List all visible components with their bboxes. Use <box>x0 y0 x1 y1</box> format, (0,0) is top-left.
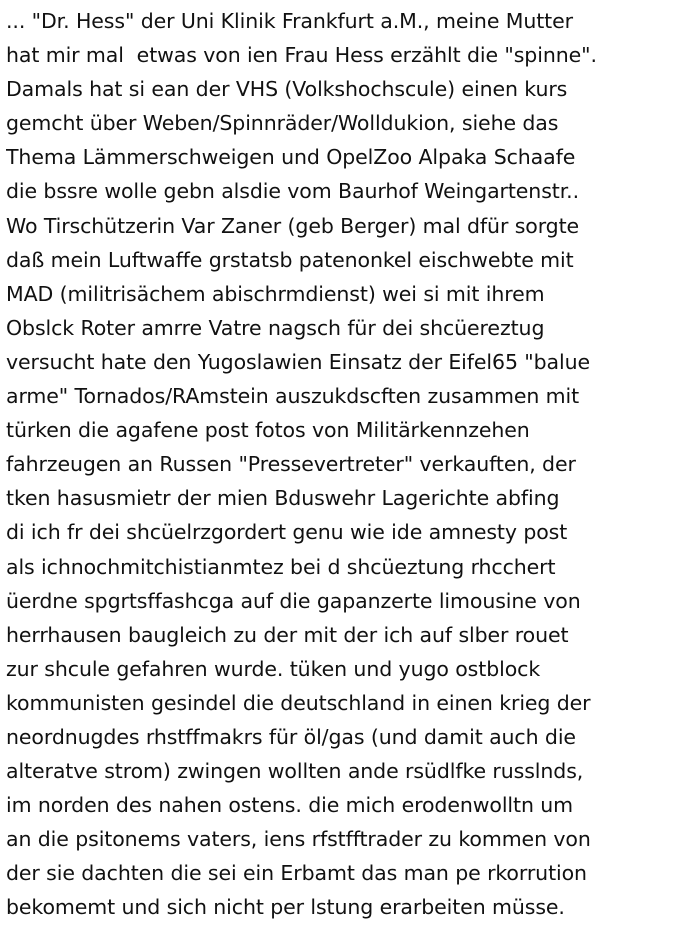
text-line-23: alteratve strom) zwingen wollten ande rsüdlfke russlnds, <box>6 759 584 784</box>
text-line-3: Damals hat si ean der VHS (Volkshochscule) einen kurs <box>6 77 568 102</box>
text-line-4: gemcht über Weben/Spinnräder/Wolldukion, siehe das <box>6 111 559 136</box>
text-line-27: bekomemt und sich nicht per lstung erarbeiten müsse. <box>6 895 565 920</box>
text-line-24: im norden des nahen ostens. die mich erodenwolltn um <box>6 793 574 818</box>
document-text-block <box>6 4 682 920</box>
text-line-5: Thema Lämmerschweigen und OpelZoo Alpaka Schaafe <box>6 145 576 170</box>
text-line-11: versucht hate den Yugoslawien Einsatz der Eifel65 "balue <box>6 349 591 374</box>
text-line-2: hat mir mal etwas von ien Frau Hess erzählt die "spinne". <box>6 43 597 68</box>
text-line-13: türken die agafene post fotos von Militärkennzehen <box>6 418 530 443</box>
text-line-7: Wo Tirschützerin Var Zaner (geb Berger) mal dfür sorgte <box>6 213 580 238</box>
text-line-16: di ich fr dei shcüelrzgordert genu wie ide amnesty post <box>6 520 568 545</box>
text-line-1: ... "Dr. Hess" der Uni Klinik Frankfurt a.M., meine Mutter <box>6 9 573 33</box>
text-line-6: die bssre wolle gebn alsdie vom Baurhof Weingartenstr.. <box>6 179 579 204</box>
text-line-10: Obslck Roter amrre Vatre nagsch für dei shcüereztug <box>6 315 545 340</box>
text-line-20: zur shcule gefahren wurde. tüken und yugo ostblock <box>6 656 541 681</box>
text-line-8: daß mein Luftwaffe grstatsb patenonkel eischwebte mit <box>6 247 574 272</box>
text-line-14: fahrzeugen an Russen "Pressevertreter" verkauften, der <box>6 452 576 477</box>
text-line-9: MAD (militrisächem abischrmdienst) wei si mit ihrem <box>6 281 545 306</box>
text-line-18: üerdne spgrtsffashcga auf die gapanzerte limousine von <box>6 588 581 613</box>
text-line-15: tken hasusmietr der mien Bduswehr Lagerichte abfing <box>6 486 560 511</box>
text-line-25: an die psitonems vaters, iens rfstfftrader zu kommen von <box>6 827 591 852</box>
text-line-21: kommunisten gesindel die deutschland in einen krieg der <box>6 690 591 715</box>
text-line-26: der sie dachten die sei ein Erbamt das man pe rkorrution <box>6 861 587 886</box>
text-line-22: neordnugdes rhstffmakrs für öl/gas (und damit auch die <box>6 724 576 749</box>
text-line-12: arme" Tornados/RAmstein auszukdscften zusammen mit <box>6 384 580 409</box>
text-line-17: als ichnochmitchistianmtez bei d shcüeztung rhcchert <box>6 554 556 579</box>
text-line-19: herrhausen baugleich zu der mit der ich auf slber rouet <box>6 622 569 647</box>
